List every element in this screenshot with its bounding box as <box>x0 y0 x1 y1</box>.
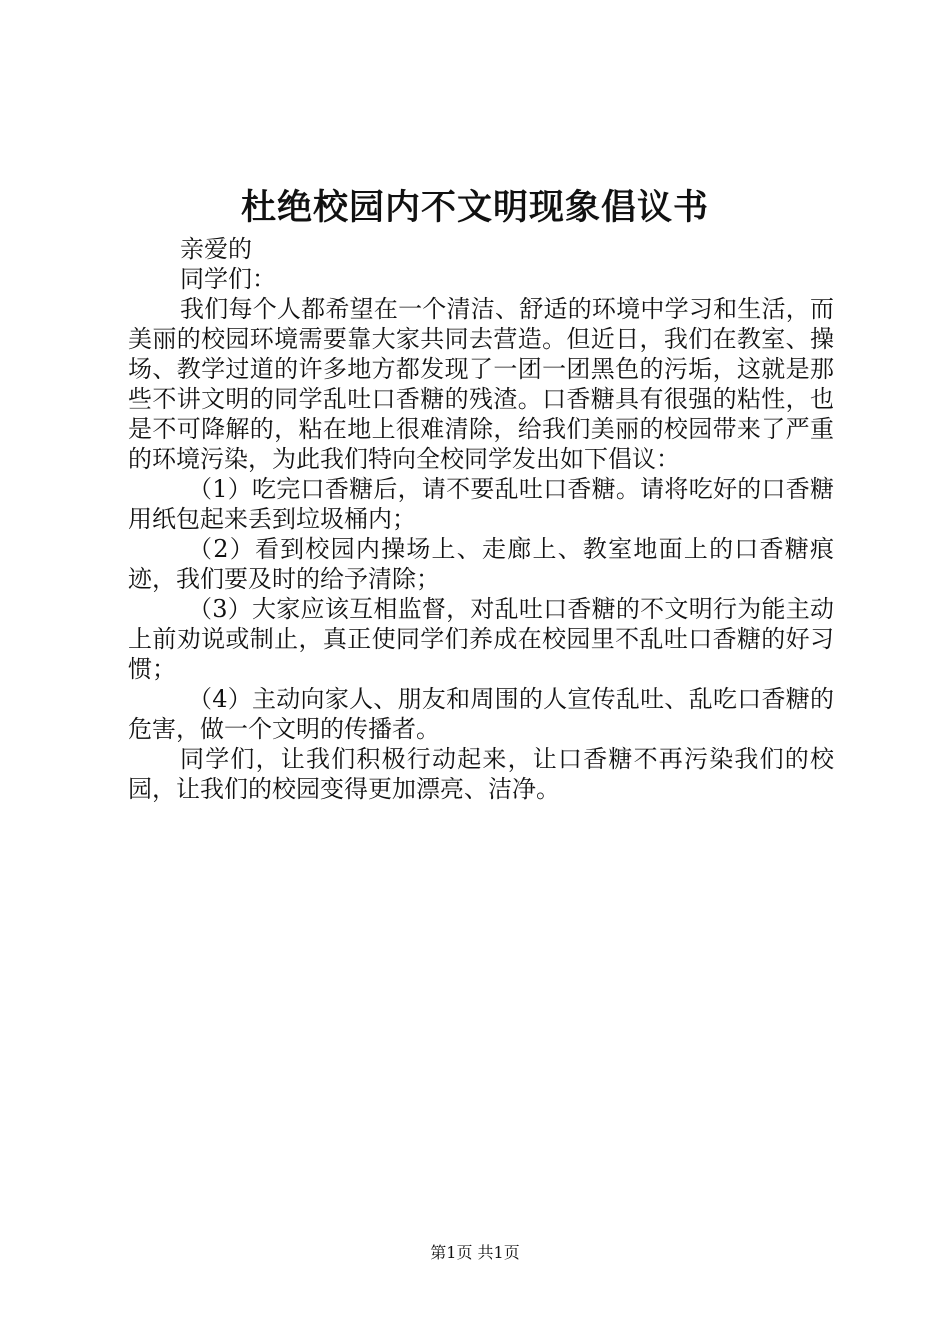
paragraph-item-1: （1）吃完口香糖后，请不要乱吐口香糖。请将吃好的口香糖用纸包起来丢到垃圾桶内； <box>128 475 834 533</box>
document-title: 杜绝校园内不文明现象倡议书 <box>240 187 709 228</box>
paragraph-item-4: （4）主动向家人、朋友和周围的人宣传乱吐、乱吃口香糖的危害，做一个文明的传播者。 <box>128 685 834 743</box>
page-number: 第1页 共1页 <box>430 1243 520 1262</box>
paragraph-intro: 我们每个人都希望在一个清洁、舒适的环境中学习和生活，而美丽的校园环境需要靠大家共同去营造。但近日，我们在教室、操场、教学过道的许多地方都发现了一团一团黑色的污垢，这就是那些不讲文明的同学乱吐口香糖的残渣。口香糖具有很强的粘性，也是不可降解的，粘在地上很难清除，给我们美丽的校园带来了严重的环境污染，为此我们特向全校同学发出如下倡议： <box>128 295 834 473</box>
paragraph-item-2: （2）看到校园内操场上、走廊上、教室地面上的口香糖痕迹，我们要及时的给予清除； <box>128 535 834 593</box>
salutation-line-1: 亲爱的 <box>180 235 252 263</box>
document-body <box>128 234 834 804</box>
salutation-line-2: 同学们： <box>180 265 276 293</box>
paragraph-closing: 同学们，让我们积极行动起来，让口香糖不再污染我们的校园，让我们的校园变得更加漂亮、洁净。 <box>128 745 834 803</box>
paragraph-item-3: （3）大家应该互相监督，对乱吐口香糖的不文明行为能主动上前劝说或制止，真正使同学们养成在校园里不乱吐口香糖的好习惯； <box>128 595 834 683</box>
